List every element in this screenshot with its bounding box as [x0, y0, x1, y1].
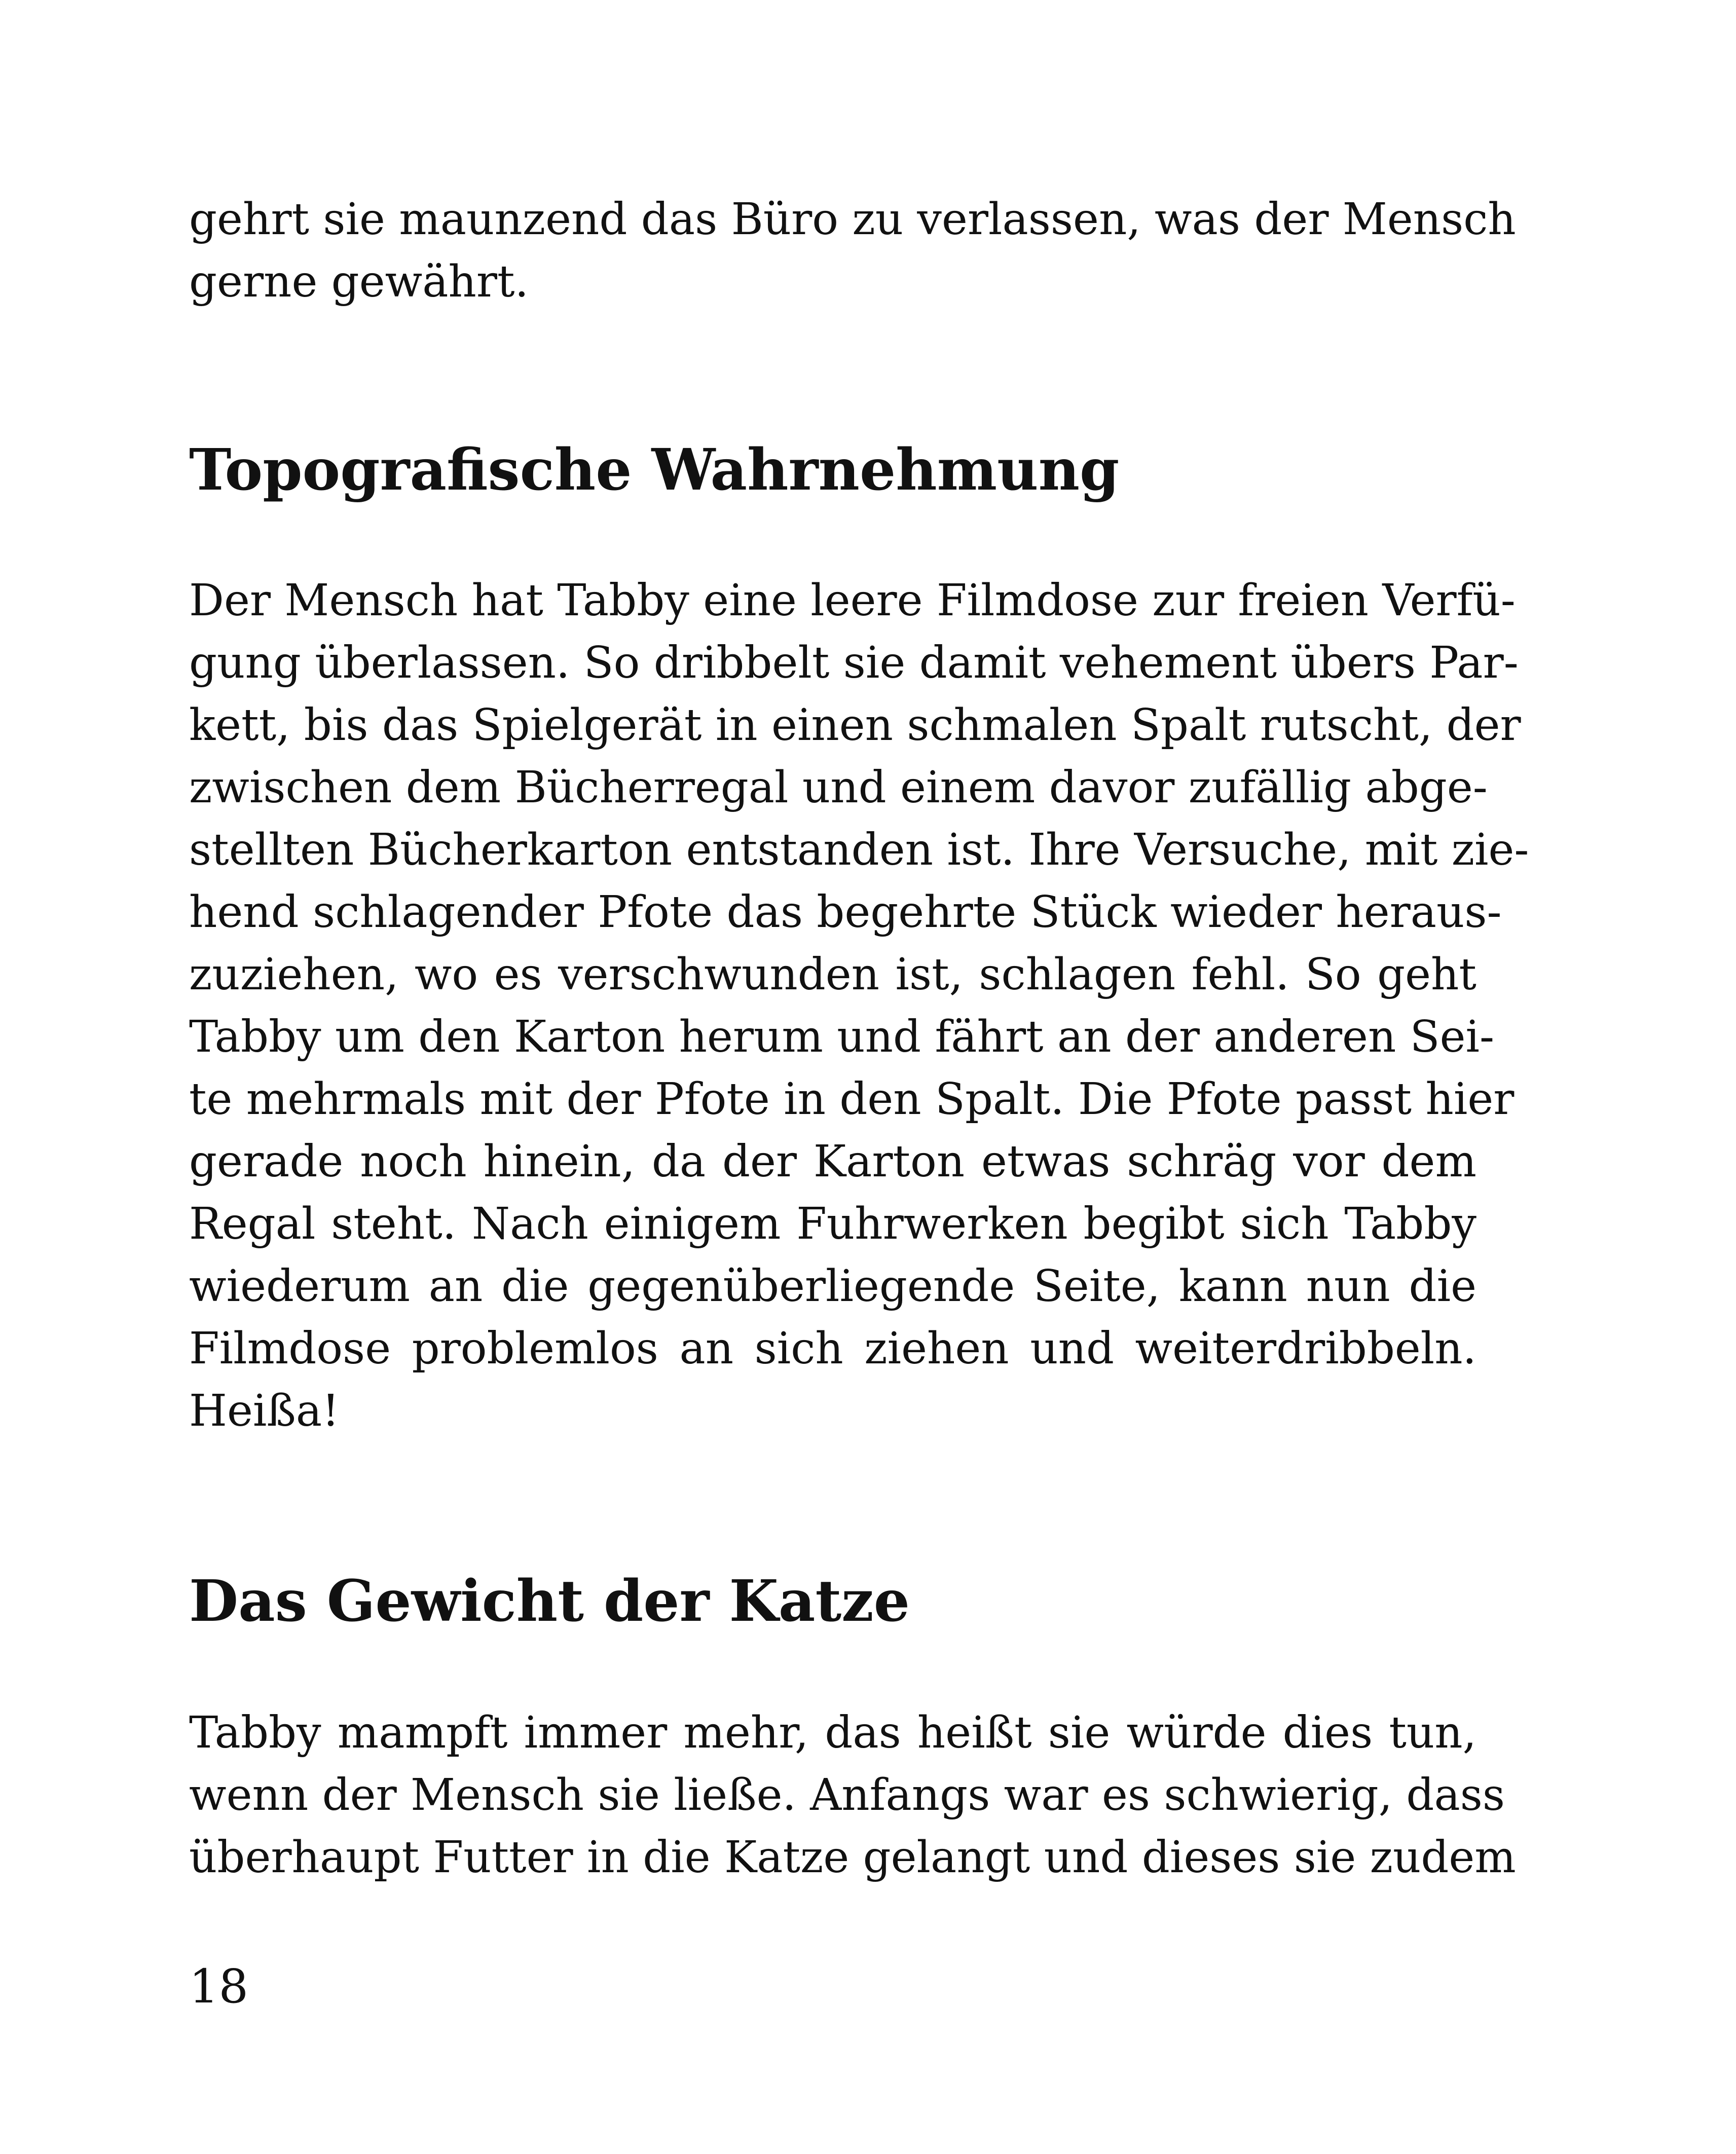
- section1-paragraph: [189, 570, 1529, 1442]
- text-line: Filmdose problemlos an sich ziehen und weiterdribbeln.: [189, 1323, 1476, 1374]
- text-line: te mehrmals mit der Pfote in den Spalt. Die Pfote passt hier: [189, 1074, 1515, 1125]
- text-line: wiederum an die gegenüberliegende Seite, kann nun die: [189, 1261, 1476, 1312]
- text-line: zuziehen, wo es verschwunden ist, schlagen fehl. So geht: [189, 949, 1476, 1000]
- text-line: stellten Bücherkarton entstanden ist. Ihre Versuche, mit zie-: [189, 825, 1529, 875]
- text-line: gerade noch hinein, da der Karton etwas schräg vor dem: [189, 1136, 1476, 1187]
- intro-paragraph: [189, 189, 1516, 313]
- section-heading: [189, 435, 1476, 506]
- text-line: Tabby mampft immer mehr, das heißt sie würde dies tun,: [189, 1707, 1476, 1758]
- text-line: überhaupt Futter in die Katze gelangt und dieses sie zudem: [189, 1832, 1516, 1883]
- text-line: wenn der Mensch sie ließe. Anfangs war es schwierig, dass: [189, 1770, 1505, 1821]
- text-line: Regal steht. Nach einigem Fuhrwerken begibt sich Tabby: [189, 1199, 1476, 1249]
- text-line: gung überlassen. So dribbelt sie damit vehement übers Par-: [189, 638, 1519, 688]
- text-line: zwischen dem Bücherregal und einem davor zufällig abge-: [189, 762, 1488, 813]
- text-line: Tabby um den Karton herum und fährt an der anderen Sei-: [189, 1012, 1495, 1062]
- heading-das-gewicht-der-katze: Das Gewicht der Katze: [189, 1568, 910, 1635]
- text-line: gehrt sie maunzend das Büro zu verlassen, was der Mensch: [189, 194, 1516, 245]
- section-heading: [189, 1566, 1476, 1637]
- page-number: 18: [189, 1959, 249, 2014]
- heading-topografische-wahrnehmung: Topografische Wahrnehmung: [189, 437, 1120, 503]
- text-line: kett, bis das Spielgerät in einen schmalen Spalt rutscht, der: [189, 700, 1521, 751]
- section2-paragraph: [189, 1702, 1516, 1889]
- text-line: gerne gewährt.: [189, 256, 529, 307]
- text-line: hend schlagender Pfote das begehrte Stück wieder heraus-: [189, 887, 1502, 938]
- text-line: Der Mensch hat Tabby eine leere Filmdose zur freien Verfü-: [189, 575, 1516, 626]
- text-line: Heißa!: [189, 1386, 340, 1436]
